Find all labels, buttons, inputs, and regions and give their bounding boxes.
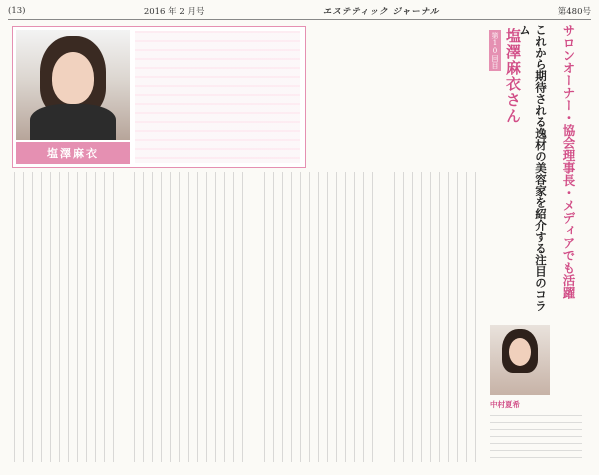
issue-date: 2016 年 2 月号 — [143, 7, 205, 17]
author-name: 中村夏希 — [490, 400, 520, 409]
author-profile — [490, 325, 582, 465]
body-column-block — [394, 172, 482, 462]
article-body — [14, 172, 482, 462]
column-subject-name: 塩澤麻衣さん — [504, 28, 522, 124]
issue-number: 第480号 — [557, 7, 591, 17]
column-title-area — [479, 24, 579, 316]
body-column-block — [14, 172, 114, 462]
journal-name: エステティック ジャーナル — [322, 7, 440, 17]
career-history-text — [135, 31, 300, 163]
author-photo — [490, 325, 550, 395]
page-number: (13) — [8, 6, 26, 16]
column-subheadline: サロンオーナー・協会理事長・メディアでも活躍 — [561, 24, 576, 299]
portrait-photo — [16, 30, 130, 140]
body-column-block — [264, 172, 374, 462]
author-bio-text — [490, 415, 582, 463]
profile-box — [12, 26, 306, 168]
column-headline: これから期待される逸材の美容家を紹介する注目のコラム — [518, 24, 548, 312]
body-column-block — [134, 172, 244, 462]
header-rule — [8, 19, 591, 20]
photo-caption: 塩澤麻衣 — [16, 142, 130, 164]
series-tag: 第10回目 — [491, 32, 499, 69]
page-header — [8, 4, 591, 18]
